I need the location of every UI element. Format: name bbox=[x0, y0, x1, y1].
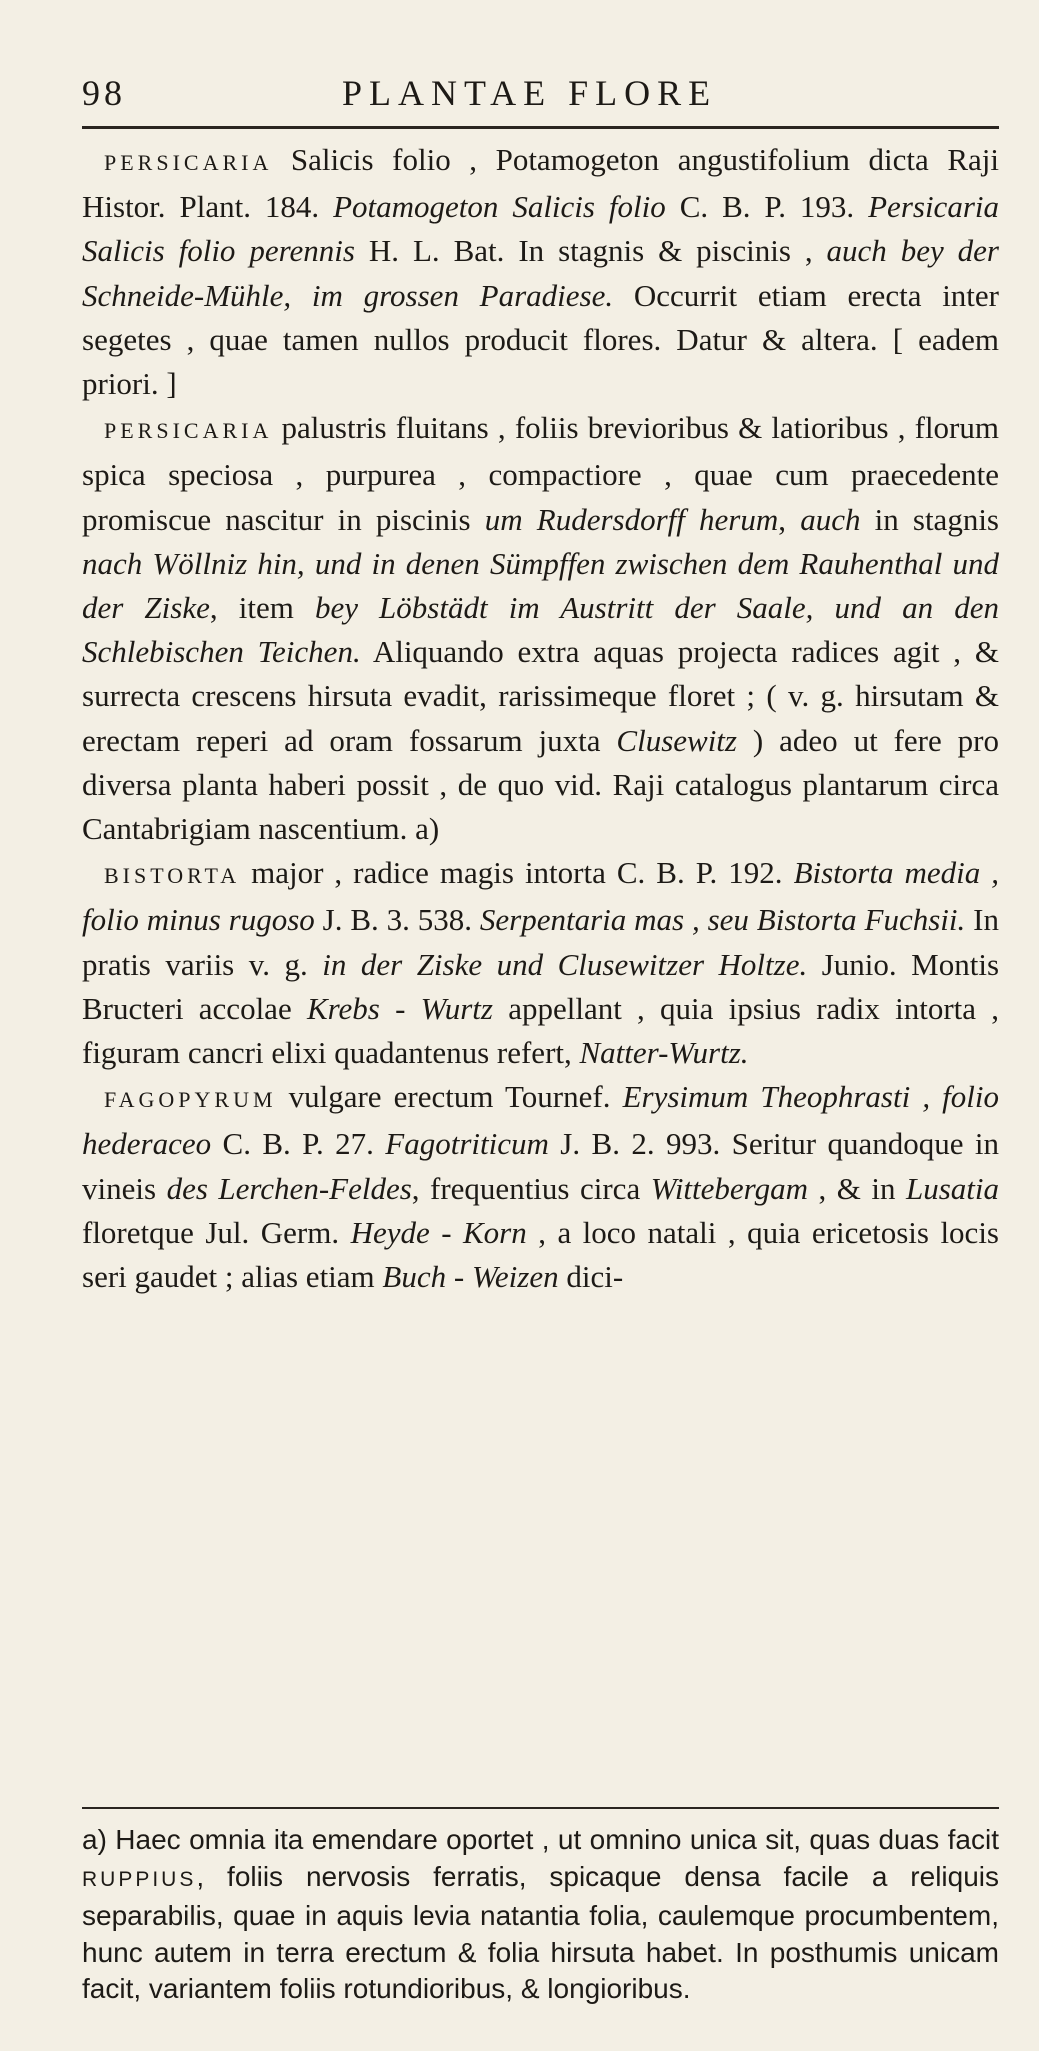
entry-italic-text: in der Ziske und Clusewitzer Holtze. bbox=[322, 946, 808, 982]
entry-text: Salicis folio , Potamogeton angustifolium dicta Raji Histor. Plant. 184. bbox=[82, 142, 999, 225]
entry-text: ) adeo ut fere pro diversa planta haberi possit , de quo vid. Raji catalogus plantarum circa Cantabrigiam nascentium. a) bbox=[82, 722, 999, 847]
footnote-rule bbox=[82, 1807, 999, 1809]
entry-italic-text: Potamogeton Salicis folio bbox=[333, 189, 666, 225]
entry-text: floretque Jul. Germ. bbox=[82, 1214, 351, 1250]
entry-italic-text: Fagotriticum bbox=[385, 1126, 549, 1162]
entry-plant-name: FAGOPYRUM bbox=[104, 1087, 277, 1113]
plant-entry bbox=[82, 851, 999, 1075]
entry-plant-name: PERSICARIA bbox=[104, 150, 273, 175]
entry-text: In pratis variis v. g. bbox=[82, 902, 999, 982]
plant-entry bbox=[82, 1075, 999, 1299]
entry-text: dici- bbox=[558, 1259, 624, 1295]
body-text bbox=[82, 138, 999, 1299]
entry-text: vulgare erectum Tournef. bbox=[276, 1079, 623, 1115]
entry-italic-text: auch bbox=[800, 501, 861, 537]
entry-italic-text: Clusewitz bbox=[616, 722, 737, 758]
entry-italic-text: Erysimum Theophrasti , folio hederaceo bbox=[82, 1079, 1000, 1162]
footnote-text-before: Haec omnia ita emendare oportet , ut omnino unica sit, quas duas facit bbox=[106, 1824, 999, 1855]
running-title: PLANTAE FLORE bbox=[342, 73, 718, 113]
entry-text: , item bbox=[209, 590, 315, 626]
page-number: 98 bbox=[82, 73, 126, 113]
footnote-marker: a) bbox=[82, 1824, 107, 1855]
entry-text: J. B. 2. 993. Seritur quandoque in vineis bbox=[82, 1126, 999, 1206]
entry-italic-text: des Lerchen-Feldes bbox=[166, 1170, 412, 1206]
entry-italic-text: Heyde - Korn bbox=[350, 1214, 527, 1250]
entry-italic-text: Lusatia bbox=[905, 1170, 999, 1206]
header-rule bbox=[82, 126, 999, 129]
entry-text: major , radice magis intorta C. B. P. 192. bbox=[240, 855, 794, 891]
entry-text: J. B. 3. 538. bbox=[314, 902, 480, 938]
entry-italic-text: Buch - Weizen bbox=[382, 1259, 559, 1295]
plant-entry bbox=[82, 406, 999, 851]
footnote-text-after: , foliis nervosis ferratis, spicaque densa facile a reliquis separabilis, quae in aquis levia natantia folia, caulemque procumbentem, hunc autem in terra erectum & folia hirsuta habet. In posthumis unicam facit, variantem foliis rotundioribus, & longioribus. bbox=[82, 1860, 999, 2004]
entry-italic-text: Persicaria Salicis folio perennis bbox=[82, 189, 999, 269]
entry-italic-text: Serpentaria mas , seu Bistorta Fuchsii. bbox=[479, 902, 966, 938]
entry-text: appellant , quia ipsius radix intorta , figuram cancri elixi quadantenus refert, bbox=[82, 990, 1000, 1071]
entry-text: in stagnis bbox=[860, 501, 999, 537]
entry-italic-text: um Rudersdorff herum bbox=[484, 501, 779, 537]
entry-text: , a loco natali , quia ericetosis locis seri gaudet ; alias etiam bbox=[82, 1214, 999, 1295]
entry-text: H. L. Bat. In stagnis & piscinis , bbox=[354, 233, 827, 269]
entry-italic-text: Bistorta media , folio minus rugoso bbox=[82, 855, 999, 938]
entry-italic-text: auch bey der Schneide-Mühle, im grossen Paradiese. bbox=[82, 233, 999, 313]
footnote-author-name: RUPPIUS bbox=[82, 1867, 197, 1891]
entry-text: Aliquando extra aquas projecta radices agit , & surrecta crescens hirsuta evadit, rarissimeque floret ; ( v. g. hirsutam & erectam reperi ad oram fossarum juxta bbox=[82, 634, 999, 758]
entry-text: C. B. P. 27. bbox=[211, 1126, 386, 1162]
entry-text: , & in bbox=[807, 1170, 906, 1206]
entry-plant-name: PERSICARIA bbox=[104, 418, 273, 444]
entry-italic-text: Wittebergam bbox=[650, 1170, 808, 1206]
entry-text: , bbox=[778, 501, 801, 537]
entry-italic-text: nach Wöllniz hin, und in denen Sümpffen zwischen dem Rauhenthal und der Ziske bbox=[82, 545, 999, 626]
entry-italic-text: bey Löbstädt im Austritt der Saale, und an den Schlebischen Teichen. bbox=[82, 590, 999, 670]
running-head bbox=[82, 72, 999, 122]
entry-text: C. B. P. 193. bbox=[665, 189, 869, 225]
entry-text: palustris fluitans , foliis brevioribus & latioribus , florum spica speciosa , purpurea , compactiore , quae cum praecedente promiscue nascitur in piscinis bbox=[82, 410, 999, 537]
entry-text: Occurrit etiam erecta inter segetes , quae tamen nullos producit flores. Datur & altera. [ eadem priori. ] bbox=[82, 277, 999, 402]
footnote bbox=[82, 1822, 999, 2008]
entry-text: Junio. Montis Bructeri accolae bbox=[82, 946, 1000, 1026]
entry-plant-name: BISTORTA bbox=[104, 863, 241, 889]
entry-text: , frequentius circa bbox=[411, 1170, 651, 1206]
plant-entry bbox=[82, 138, 999, 406]
entry-italic-text: Natter-Wurtz. bbox=[579, 1035, 749, 1071]
entry-italic-text: Krebs - Wurtz bbox=[306, 990, 493, 1026]
